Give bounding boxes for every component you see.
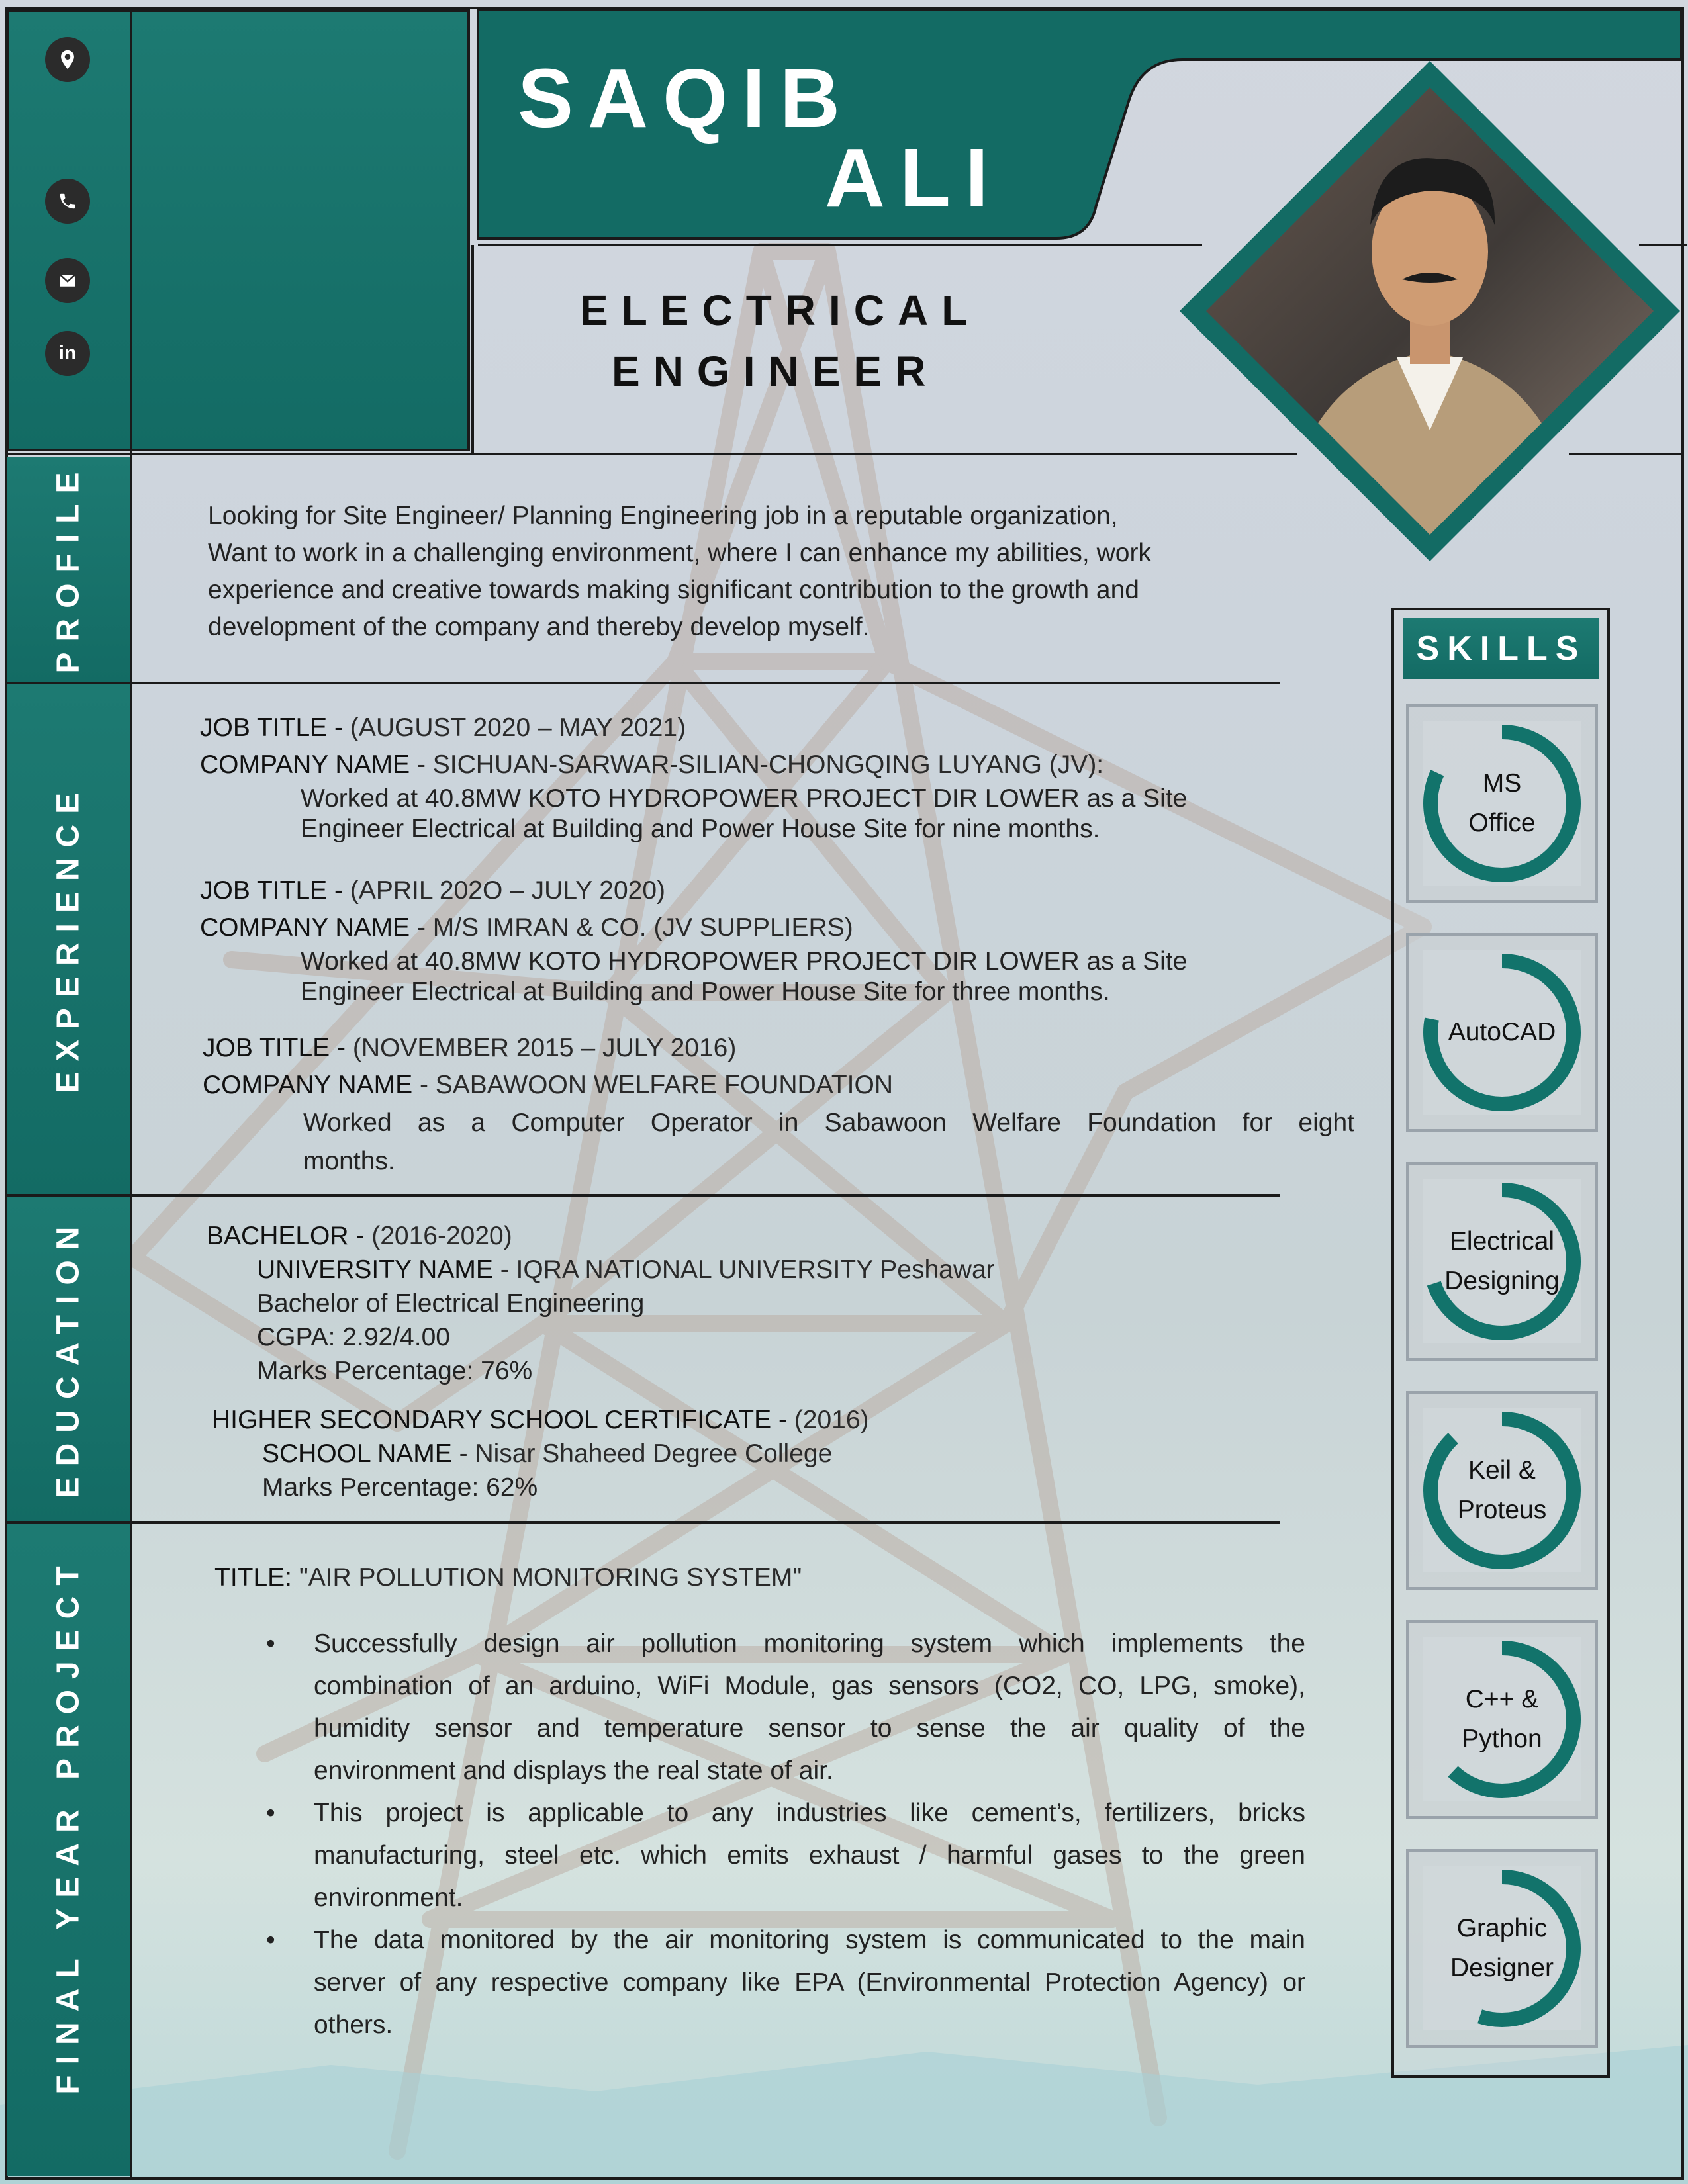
experience-entry — [203, 1030, 1354, 1181]
role-line-1: ELECTRICAL — [580, 287, 981, 334]
location-pin-icon — [45, 37, 90, 82]
bullet-line: This project is applicable to any industries like cement’s, fertilizers, bricks — [314, 1799, 1305, 1827]
company-name: - M/S IMRAN & CO. (JV SUPPLIERS) — [410, 913, 853, 942]
last-name: ALI — [825, 131, 1003, 224]
project-bullet: • The data monitored by the air monitoring system is communicated to the main server of any respective company like EPA (Environmental Protection Agency) or others. — [265, 1919, 1305, 2046]
header-divider — [471, 245, 474, 455]
phone-icon — [45, 179, 90, 224]
job-description-line: Engineer Electrical at Building and Power House Site for nine months. — [301, 815, 1100, 843]
skill-name — [1409, 764, 1595, 843]
profile-photo — [1178, 60, 1681, 563]
skills-title-box — [1403, 618, 1599, 679]
skill-name — [1409, 1013, 1595, 1052]
school-name: - Nisar Shaheed Degree College — [451, 1439, 833, 1468]
experience-entry — [200, 872, 1187, 1007]
profile-line: Looking for Site Engineer/ Planning Engineering job in a reputable organization, — [208, 502, 1118, 530]
skill-name-line: Office — [1468, 809, 1536, 837]
project-bullet: • Successfully design air pollution monitoring system which implements the combination of an arduino, WiFi Module, gas sensors (CO2, CO, LPG, smoke), humidity sensor and temperature sensor to sense the air quality of the environment and displays the real state of air. — [265, 1623, 1305, 1792]
company-name: - SABAWOON WELFARE FOUNDATION — [412, 1071, 893, 1099]
job-description-line: Engineer Electrical at Building and Power House Site for three months. — [301, 978, 1110, 1006]
bullet-line: combination of an arduino, WiFi Module, gas sensors (CO2, CO, LPG, smoke), — [314, 1672, 1305, 1700]
skill-name-line: Python — [1462, 1725, 1542, 1753]
contact-divider — [130, 9, 132, 2180]
job-period: (AUGUST 2020 – MAY 2021) — [350, 713, 686, 742]
role-line-2: ENGINEER — [612, 347, 939, 395]
skills-title: SKILLS — [1416, 629, 1587, 668]
skill-name-line: Graphic — [1456, 1914, 1548, 1942]
job-description-line: months. — [303, 1147, 395, 1175]
job-period: (NOVEMBER 2015 – JULY 2016) — [352, 1034, 737, 1062]
skill-name-line: Electrical — [1449, 1227, 1555, 1255]
education-hssc — [212, 1403, 869, 1504]
skill-card — [1406, 1620, 1598, 1819]
skill-name-line: Designing — [1444, 1267, 1560, 1295]
company-name: - SICHUAN-SARWAR-SILIAN-CHONGQING LUYANG (JV): — [410, 751, 1104, 779]
skill-card — [1406, 1162, 1598, 1361]
profile-line: Want to work in a challenging environment, where I can enhance my abilities, work — [208, 539, 1151, 567]
skill-card — [1406, 1391, 1598, 1590]
section-rule — [7, 682, 1280, 684]
project-title — [214, 1559, 802, 1596]
marks-percentage: Marks Percentage: 76% — [257, 1357, 533, 1385]
bullet-line: The data monitored by the air monitoring system is communicated to the main — [314, 1926, 1305, 1954]
degree-label: BACHELOR - — [207, 1222, 372, 1250]
skill-name-line: MS — [1482, 769, 1522, 797]
skill-name — [1409, 1680, 1595, 1759]
skill-name-line: Proteus — [1457, 1496, 1547, 1524]
skill-name-line: Keil & — [1468, 1456, 1536, 1484]
university-name: - IQRA NATIONAL UNIVERSITY Peshawar — [492, 1255, 995, 1284]
job-description-line: Worked as a Computer Operator in Sabawoon Welfare Foundation for eight — [303, 1109, 1354, 1137]
section-label-education: EDUCATION — [50, 1216, 86, 1498]
job-title-label: JOB TITLE - — [200, 876, 350, 905]
project-bullets — [265, 1623, 1305, 2046]
job-title-label: JOB TITLE - — [203, 1034, 353, 1062]
company-label: COMPANY NAME — [203, 1071, 413, 1099]
degree-name: Bachelor of Electrical Engineering — [257, 1289, 645, 1318]
job-period: (APRIL 202O – JULY 2020) — [350, 876, 666, 905]
school-marks: Marks Percentage: 62% — [262, 1473, 538, 1502]
certificate-period: (2016) — [794, 1406, 869, 1434]
email-icon — [45, 258, 90, 303]
section-label-project: FINAL YEAR PROJECT — [50, 1555, 86, 2095]
profile-line: experience and creative towards making significant contribution to the growth and — [208, 576, 1139, 604]
section-label-education-wrap — [7, 1197, 130, 1521]
bullet-line: humidity sensor and temperature sensor to sense the air quality of the — [314, 1714, 1305, 1743]
job-description-line: Worked at 40.8MW KOTO HYDROPOWER PROJECT DIR LOWER as a Site — [301, 784, 1188, 813]
bullet-line: server of any respective company like EPA (Environmental Protection Agency) or — [314, 1968, 1305, 1997]
profile-summary — [208, 498, 1151, 646]
section-label-profile-wrap — [7, 457, 130, 682]
skill-name-line: C++ & — [1465, 1685, 1539, 1713]
linkedin-icon: in — [45, 331, 90, 376]
school-label: SCHOOL NAME — [262, 1439, 452, 1468]
section-label-experience: EXPERIENCE — [50, 782, 86, 1093]
section-label-experience-wrap — [7, 684, 130, 1194]
degree-period: (2016-2020) — [371, 1222, 512, 1250]
project-title-label: TITLE: — [214, 1563, 299, 1592]
certificate-label: HIGHER SECONDARY SCHOOL CERTIFICATE - — [212, 1406, 794, 1434]
skill-name — [1409, 1222, 1595, 1301]
header-bottom-rule — [7, 453, 1297, 455]
project-title-text: "AIR POLLUTION MONITORING SYSTEM" — [299, 1563, 802, 1592]
company-label: COMPANY NAME — [200, 913, 410, 942]
skill-name-line: Designer — [1450, 1954, 1554, 1982]
profile-line: development of the company and thereby develop myself. — [208, 613, 870, 641]
bullet-line: environment and displays the real state of air. — [314, 1756, 833, 1785]
skill-name — [1409, 1909, 1595, 1988]
job-title-label: JOB TITLE - — [200, 713, 350, 742]
section-label-profile: PROFILE — [50, 461, 86, 674]
section-rule — [7, 1194, 1280, 1197]
skill-card — [1406, 933, 1598, 1132]
education-bachelor — [207, 1219, 995, 1388]
bullet-line: manufacturing, steel etc. which emits exhaust / harmful gases to the green — [314, 1841, 1305, 1870]
skill-name-line: AutoCAD — [1448, 1018, 1556, 1046]
bullet-line: Successfully design air pollution monitoring system which implements the — [314, 1629, 1305, 1658]
project-bullet: • This project is applicable to any industries like cement’s, fertilizers, bricks manufacturing, steel etc. which emits exhaust / harmful gases to the green environment. — [265, 1792, 1305, 1919]
skill-name — [1409, 1451, 1595, 1530]
company-label: COMPANY NAME — [200, 751, 410, 779]
job-description-line: Worked at 40.8MW KOTO HYDROPOWER PROJECT DIR LOWER as a Site — [301, 947, 1188, 976]
skill-card — [1406, 1849, 1598, 2048]
university-label: UNIVERSITY NAME — [257, 1255, 493, 1284]
bullet-line: environment. — [314, 1884, 463, 1912]
section-rule — [7, 1521, 1280, 1524]
skill-card — [1406, 704, 1598, 903]
bullet-line: others. — [314, 2011, 393, 2039]
section-label-project-wrap — [7, 1524, 130, 2176]
experience-entry — [200, 709, 1187, 844]
cgpa: CGPA: 2.92/4.00 — [257, 1323, 450, 1351]
first-name: SAQIB — [518, 52, 855, 145]
